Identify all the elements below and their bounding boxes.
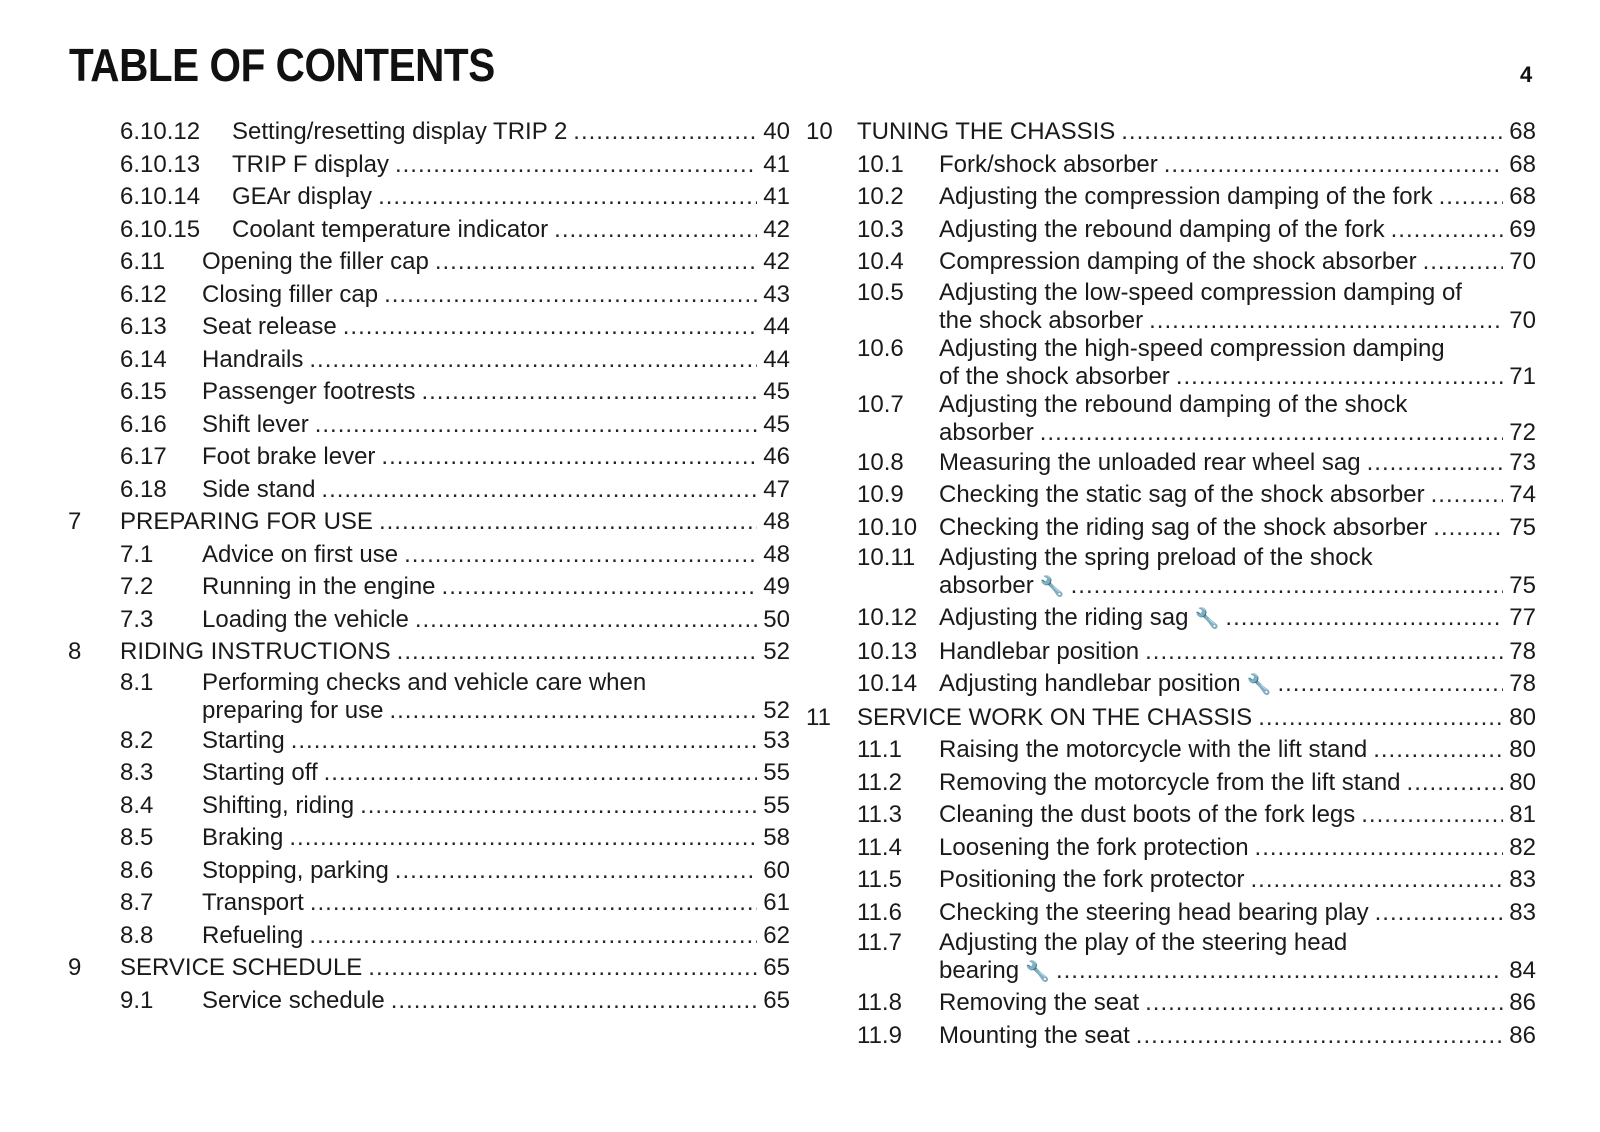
page-ref: 44	[763, 345, 790, 373]
dot-leader	[1375, 897, 1504, 930]
section-title: GEAr display	[232, 183, 373, 210]
page-ref: 83	[1509, 866, 1536, 893]
section-title: Raising the motorcycle with the lift stand	[939, 736, 1368, 763]
page-ref: 55	[763, 791, 790, 819]
section-title: the shock absorber	[939, 306, 1144, 334]
page-ref: 71	[1509, 362, 1536, 390]
toc-entry[interactable]	[60, 344, 790, 377]
section-number: 7	[68, 508, 82, 535]
section-title: Adjusting the rebound damping of the fork	[939, 215, 1385, 243]
page-ref: 84	[1509, 957, 1536, 984]
toc-entry[interactable]	[60, 822, 790, 855]
section-number: 6.10.14	[120, 183, 201, 210]
section-title: Transport	[202, 889, 304, 916]
page-ref: 41	[763, 183, 790, 210]
section-number: 10.4	[857, 248, 904, 275]
section-title: Advice on first use	[202, 540, 399, 568]
page-ref: 61	[763, 889, 790, 916]
page-ref: 40	[763, 118, 790, 145]
dot-leader	[1433, 512, 1503, 545]
section-title: Checking the steering head bearing play	[939, 898, 1369, 926]
section-number: 7.3	[120, 605, 154, 633]
dot-leader	[1145, 987, 1503, 1020]
page-ref: 47	[763, 475, 790, 503]
section-number: 8.5	[120, 824, 154, 851]
section-title: absorber	[939, 418, 1034, 446]
dot-leader	[1121, 116, 1503, 149]
toc-entry[interactable]	[806, 279, 1536, 335]
dot-leader	[573, 116, 757, 149]
dot-leader	[321, 474, 757, 507]
section-title: RIDING INSTRUCTIONS	[120, 638, 391, 665]
page-ref: 53	[763, 726, 790, 754]
dot-leader	[1277, 668, 1503, 701]
section-title: SERVICE WORK ON THE CHASSIS	[857, 703, 1253, 731]
section-title: bearing	[939, 957, 1020, 984]
toc-entry[interactable]	[806, 864, 1536, 897]
section-title: Opening the filler cap	[202, 248, 429, 275]
toc-entry[interactable]	[806, 246, 1536, 279]
toc-entry[interactable]	[806, 602, 1536, 636]
section-number: 8.7	[120, 889, 154, 916]
dot-leader	[289, 822, 757, 855]
toc-entry[interactable]	[60, 506, 790, 539]
dot-leader	[1056, 956, 1503, 985]
section-title: Adjusting the spring preload of the shock	[939, 544, 1373, 571]
dot-leader	[1255, 832, 1504, 865]
toc-entry[interactable]	[60, 757, 790, 790]
section-number: 10.11	[857, 544, 916, 571]
section-title: Side stand	[202, 475, 316, 503]
section-number: 10.2	[857, 183, 904, 210]
toc-entry[interactable]	[60, 246, 790, 279]
toc-entry[interactable]	[806, 116, 1536, 149]
section-number: 11.9	[857, 1021, 902, 1049]
toc-entry[interactable]	[806, 479, 1536, 512]
toc-entry[interactable]	[806, 1020, 1536, 1053]
section-title: Seat release	[202, 313, 337, 340]
page-ref: 80	[1509, 703, 1536, 731]
page-ref: 86	[1509, 1021, 1536, 1049]
page-ref: 45	[763, 378, 790, 405]
section-number: 8.4	[120, 791, 154, 819]
toc-entry[interactable]	[60, 214, 790, 247]
dot-leader	[1225, 602, 1503, 635]
page-ref: 69	[1509, 215, 1536, 243]
section-number: 6.16	[120, 410, 167, 438]
section-number: 11	[806, 703, 831, 731]
section-number: 11.5	[857, 866, 902, 893]
section-title: Adjusting the play of the steering head	[939, 929, 1348, 956]
dot-leader	[1423, 246, 1504, 279]
section-number: 6.10.12	[120, 118, 201, 145]
toc-entry[interactable]	[60, 474, 790, 507]
dot-leader	[1407, 767, 1504, 800]
section-title: Positioning the fork protector	[939, 866, 1245, 893]
page-ref: 46	[763, 443, 790, 470]
dot-leader	[1373, 734, 1503, 767]
dot-leader	[1391, 214, 1504, 247]
section-title: Closing filler cap	[202, 280, 379, 308]
dot-leader	[1145, 636, 1503, 669]
section-title: Cleaning the dust boots of the fork legs	[939, 801, 1356, 828]
section-title: Service schedule	[202, 986, 385, 1014]
dot-leader	[391, 985, 758, 1018]
dot-leader	[1149, 306, 1503, 335]
section-number: 9	[68, 954, 82, 981]
section-number: 8.3	[120, 759, 154, 786]
dot-leader	[1361, 799, 1503, 832]
section-number: 11.4	[857, 833, 902, 861]
toc-entry[interactable]	[806, 987, 1536, 1020]
page-ref: 83	[1509, 898, 1536, 926]
page-ref: 80	[1509, 768, 1536, 796]
toc-entry[interactable]	[806, 832, 1536, 865]
toc-entry[interactable]	[60, 790, 790, 823]
section-title: Adjusting the low-speed compression damping of	[939, 278, 1462, 306]
page-ref: 86	[1509, 989, 1536, 1016]
section-number: 11.1	[857, 736, 902, 763]
section-title: Shifting, riding	[202, 791, 355, 819]
toc-entry[interactable]	[60, 920, 790, 953]
dot-leader	[1439, 181, 1504, 214]
toc-entry[interactable]	[60, 571, 790, 604]
toc-entry[interactable]	[60, 636, 790, 669]
dot-leader	[395, 855, 758, 888]
dot-leader	[360, 790, 757, 823]
section-number: 10	[806, 118, 833, 145]
dot-leader	[1258, 702, 1503, 735]
section-number: 7.1	[120, 540, 154, 568]
page-ref: 41	[763, 150, 790, 178]
toc-entry[interactable]	[60, 669, 790, 725]
dot-leader	[442, 571, 758, 604]
section-title: SERVICE SCHEDULE	[120, 954, 363, 981]
page-ref: 60	[763, 856, 790, 884]
wrench-icon: 🔧	[1246, 674, 1272, 696]
dot-leader	[554, 214, 757, 247]
section-number: 6.18	[120, 475, 167, 503]
section-number: 8.1	[120, 668, 154, 696]
dot-leader	[1136, 1020, 1504, 1053]
dot-leader	[395, 149, 757, 182]
page-ref: 78	[1509, 637, 1536, 665]
page-ref: 68	[1509, 150, 1536, 178]
section-title: Shift lever	[202, 410, 309, 438]
toc-entry[interactable]	[806, 447, 1536, 480]
dot-leader	[291, 725, 758, 758]
toc-entry[interactable]	[60, 855, 790, 888]
toc-entry[interactable]	[60, 116, 790, 149]
page-ref: 42	[763, 248, 790, 275]
section-title: TUNING THE CHASSIS	[857, 118, 1116, 145]
wrench-icon: 🔧	[1025, 961, 1050, 983]
section-title: preparing for use	[202, 696, 384, 724]
section-number: 8.2	[120, 726, 154, 754]
toc-entry[interactable]	[806, 544, 1536, 602]
page-ref: 45	[763, 410, 790, 438]
dot-leader	[1040, 418, 1504, 447]
dot-leader	[309, 344, 757, 377]
section-number: 10.9	[857, 481, 904, 508]
section-number: 11.8	[857, 989, 902, 1016]
toc-entry[interactable]	[60, 279, 790, 312]
dot-leader	[1367, 447, 1504, 480]
page-ref: 78	[1509, 670, 1536, 697]
section-title: Fork/shock absorber	[939, 150, 1158, 178]
page-ref: 70	[1509, 306, 1536, 334]
toc-entry[interactable]	[60, 181, 790, 214]
dot-leader	[368, 952, 757, 985]
toc-entry[interactable]	[806, 734, 1536, 767]
section-number: 10.13	[857, 637, 918, 665]
section-number: 10.12	[857, 604, 918, 631]
dot-leader	[381, 441, 757, 474]
dot-leader	[415, 604, 757, 637]
toc-entry[interactable]	[60, 725, 790, 758]
dot-leader	[379, 506, 757, 539]
section-title: Performing checks and vehicle care when	[202, 668, 647, 696]
dot-leader	[343, 311, 758, 344]
section-number: 9.1	[120, 986, 154, 1014]
section-number: 11.6	[857, 898, 902, 926]
section-title: Setting/resetting display TRIP 2	[232, 118, 568, 145]
section-number: 8.8	[120, 921, 154, 949]
page-ref: 74	[1509, 481, 1536, 508]
toc-entry[interactable]	[806, 799, 1536, 832]
section-title: Checking the riding sag of the shock absorber	[939, 513, 1428, 541]
section-title: Adjusting the high-speed compression damping	[939, 334, 1445, 362]
dot-leader	[421, 376, 757, 409]
section-number: 10.8	[857, 448, 904, 476]
section-number: 8	[68, 638, 82, 665]
toc-entry[interactable]	[60, 887, 790, 920]
dot-leader	[397, 636, 758, 669]
page-ref: 58	[763, 824, 790, 851]
section-number: 8.6	[120, 856, 154, 884]
page-ref: 52	[763, 696, 790, 724]
section-number: 11.3	[857, 801, 902, 828]
section-title: Starting off	[202, 759, 318, 786]
dot-leader	[435, 246, 757, 279]
toc-entry[interactable]	[806, 897, 1536, 930]
toc-entry[interactable]	[806, 636, 1536, 669]
section-title: Starting	[202, 726, 285, 754]
dot-leader	[1431, 479, 1504, 512]
section-title: Removing the motorcycle from the lift stand	[939, 768, 1401, 796]
toc-entry[interactable]	[806, 335, 1536, 391]
section-number: 10.3	[857, 215, 904, 243]
section-number: 6.17	[120, 443, 167, 470]
section-title: Braking	[202, 824, 284, 851]
section-title: Compression damping of the shock absorber	[939, 248, 1417, 275]
section-title: Adjusting handlebar position	[939, 670, 1241, 697]
dot-leader	[404, 539, 757, 572]
dot-leader	[1251, 864, 1504, 897]
page-ref: 68	[1509, 118, 1536, 145]
page-ref: 80	[1509, 736, 1536, 763]
toc-column-left	[60, 116, 790, 1017]
toc-entry[interactable]	[60, 441, 790, 474]
section-title: TRIP F display	[232, 150, 389, 178]
toc-entry[interactable]	[60, 311, 790, 344]
page-ref: 43	[763, 280, 790, 308]
toc-entry[interactable]	[806, 149, 1536, 182]
dot-leader	[310, 887, 757, 920]
dot-leader	[1176, 362, 1503, 391]
section-title: Loosening the fork protection	[939, 833, 1249, 861]
page-ref: 52	[763, 638, 790, 665]
section-title: Adjusting the riding sag	[939, 604, 1189, 631]
section-number: 6.14	[120, 345, 167, 373]
section-title: Checking the static sag of the shock absorber	[939, 481, 1425, 508]
page-ref: 70	[1509, 248, 1536, 275]
dot-leader	[378, 181, 757, 214]
section-title: Passenger footrests	[202, 378, 416, 405]
page-number: 4	[1520, 62, 1533, 87]
toc-entry[interactable]	[60, 539, 790, 572]
section-title: Refueling	[202, 921, 304, 949]
page-ref: 65	[763, 954, 790, 981]
toc-entry[interactable]	[806, 702, 1536, 735]
dot-leader	[309, 920, 757, 953]
section-number: 10.14	[857, 670, 918, 697]
section-title: absorber	[939, 572, 1034, 599]
section-number: 6.10.13	[120, 150, 201, 178]
section-title: Handrails	[202, 345, 304, 373]
page-ref: 55	[763, 759, 790, 786]
page-ref: 62	[763, 921, 790, 949]
page-ref: 49	[763, 573, 790, 600]
section-number: 6.12	[120, 280, 167, 308]
section-number: 10.7	[857, 390, 904, 418]
section-title: Foot brake lever	[202, 443, 376, 470]
toc-entry[interactable]	[60, 149, 790, 182]
toc-entry[interactable]	[806, 214, 1536, 247]
section-title: Adjusting the compression damping of the fork	[939, 183, 1433, 210]
dot-leader	[324, 757, 758, 790]
section-number: 10.5	[857, 278, 904, 306]
section-number: 11.2	[857, 768, 902, 796]
section-number: 10.10	[857, 513, 918, 541]
wrench-icon: 🔧	[1194, 608, 1220, 630]
toc-column-right	[806, 116, 1536, 1052]
page-ref: 42	[763, 215, 790, 243]
section-title: Running in the engine	[202, 573, 436, 600]
page-ref: 72	[1509, 418, 1536, 446]
section-number: 6.13	[120, 313, 167, 340]
section-number: 7.2	[120, 573, 154, 600]
dot-leader	[1164, 149, 1504, 182]
page-ref: 48	[763, 508, 790, 535]
page-ref: 44	[763, 313, 790, 340]
section-number: 6.11	[120, 248, 165, 275]
toc-entry[interactable]	[60, 409, 790, 442]
section-number: 6.15	[120, 378, 167, 405]
section-title: Adjusting the rebound damping of the shock	[939, 390, 1408, 418]
dot-leader	[389, 696, 757, 725]
section-title: of the shock absorber	[939, 362, 1170, 390]
section-title: Coolant temperature indicator	[232, 215, 549, 243]
page-ref: 48	[763, 540, 790, 568]
page-ref: 77	[1509, 604, 1536, 631]
section-title: Mounting the seat	[939, 1021, 1130, 1049]
dot-leader	[1071, 571, 1504, 600]
page-ref: 73	[1509, 448, 1536, 476]
toc-entry[interactable]	[60, 952, 790, 985]
toc-entry[interactable]	[806, 767, 1536, 800]
page-ref: 82	[1509, 833, 1536, 861]
toc-entry[interactable]	[806, 512, 1536, 545]
page-ref: 75	[1509, 572, 1536, 599]
page-ref: 81	[1509, 801, 1536, 828]
section-title: Loading the vehicle	[202, 605, 409, 633]
dot-leader	[384, 279, 757, 312]
toc-entry[interactable]	[60, 604, 790, 637]
section-title: Removing the seat	[939, 989, 1140, 1016]
section-title: Stopping, parking	[202, 856, 389, 884]
toc-entry[interactable]	[806, 929, 1536, 987]
section-title: Measuring the unloaded rear wheel sag	[939, 448, 1361, 476]
toc-entry[interactable]	[60, 985, 790, 1018]
wrench-icon: 🔧	[1039, 576, 1065, 598]
section-title: PREPARING FOR USE	[120, 508, 373, 535]
toc-entry[interactable]	[60, 376, 790, 409]
page-ref: 65	[763, 986, 790, 1014]
toc-entry[interactable]	[806, 668, 1536, 702]
dot-leader	[315, 409, 758, 442]
section-title: Handlebar position	[939, 637, 1140, 665]
page-title: TABLE OF CONTENTS	[69, 39, 495, 91]
section-number: 10.1	[857, 150, 904, 178]
page-ref: 68	[1509, 183, 1536, 210]
section-number: 6.10.15	[120, 215, 201, 243]
toc-entry[interactable]	[806, 181, 1536, 214]
page-ref: 75	[1509, 513, 1536, 541]
section-number: 11.7	[857, 929, 902, 956]
page-ref: 50	[763, 605, 790, 633]
section-number: 10.6	[857, 334, 904, 362]
toc-entry[interactable]	[806, 391, 1536, 447]
